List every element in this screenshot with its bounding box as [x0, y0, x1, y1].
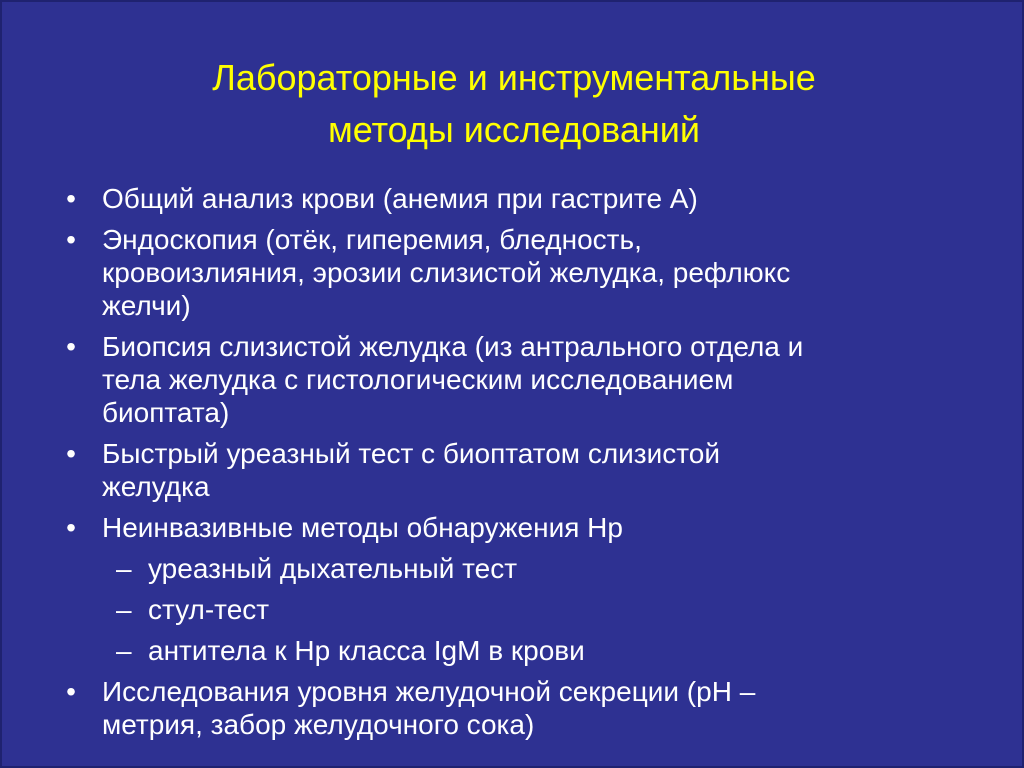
- title-line-2: методы исследований: [328, 109, 700, 150]
- list-item-text: желчи): [102, 290, 191, 321]
- dash-icon: –: [116, 594, 132, 625]
- bullet-icon: •: [66, 183, 76, 214]
- list-item-urease-test: [60, 437, 980, 503]
- list-item-text: Неинвазивные методы обнаружения Hp: [102, 512, 623, 543]
- dash-icon: –: [116, 635, 132, 666]
- list-item-text: метрия, забор желудочного сока): [102, 709, 535, 740]
- list-item-noninvasive: [60, 511, 980, 544]
- title-line-1: Лабораторные и инструментальные: [212, 57, 816, 98]
- sub-item-antibodies: [60, 634, 980, 667]
- slide-title: [2, 52, 1024, 156]
- list-item-text: биоптата): [102, 397, 230, 428]
- list-item-endoscopy: [60, 223, 980, 322]
- bullet-list: [60, 182, 980, 749]
- bullet-icon: •: [66, 224, 76, 255]
- sub-item-breath-test: [60, 552, 980, 585]
- bullet-icon: •: [66, 438, 76, 469]
- list-item-text: Общий анализ крови (анемия при гастрите А): [102, 183, 698, 214]
- list-item-text: Исследования уровня желудочной секреции (рН –: [102, 676, 756, 707]
- sub-item-text: стул-тест: [148, 594, 270, 625]
- list-item-text: кровоизлияния, эрозии слизистой желудка, рефлюкс: [102, 257, 791, 288]
- list-item-blood-test: [60, 182, 980, 215]
- list-item-text: Биопсия слизистой желудка (из антрального отдела и: [102, 331, 804, 362]
- sub-item-text: уреазный дыхательный тест: [148, 553, 518, 584]
- list-item-biopsy: [60, 330, 980, 429]
- sub-item-text: антитела к Hp класса IgM в крови: [148, 635, 585, 666]
- list-item-text: Быстрый уреазный тест с биоптатом слизистой: [102, 438, 721, 469]
- list-item-text: тела желудка с гистологическим исследованием: [102, 364, 734, 395]
- bullet-icon: •: [66, 512, 76, 543]
- list-item-text: желудка: [102, 471, 210, 502]
- sub-item-stool-test: [60, 593, 980, 626]
- dash-icon: –: [116, 553, 132, 584]
- bullet-icon: •: [66, 331, 76, 362]
- list-item-text: Эндоскопия (отёк, гиперемия, бледность,: [102, 224, 642, 255]
- list-item-secretion: [60, 675, 980, 741]
- bullet-icon: •: [66, 676, 76, 707]
